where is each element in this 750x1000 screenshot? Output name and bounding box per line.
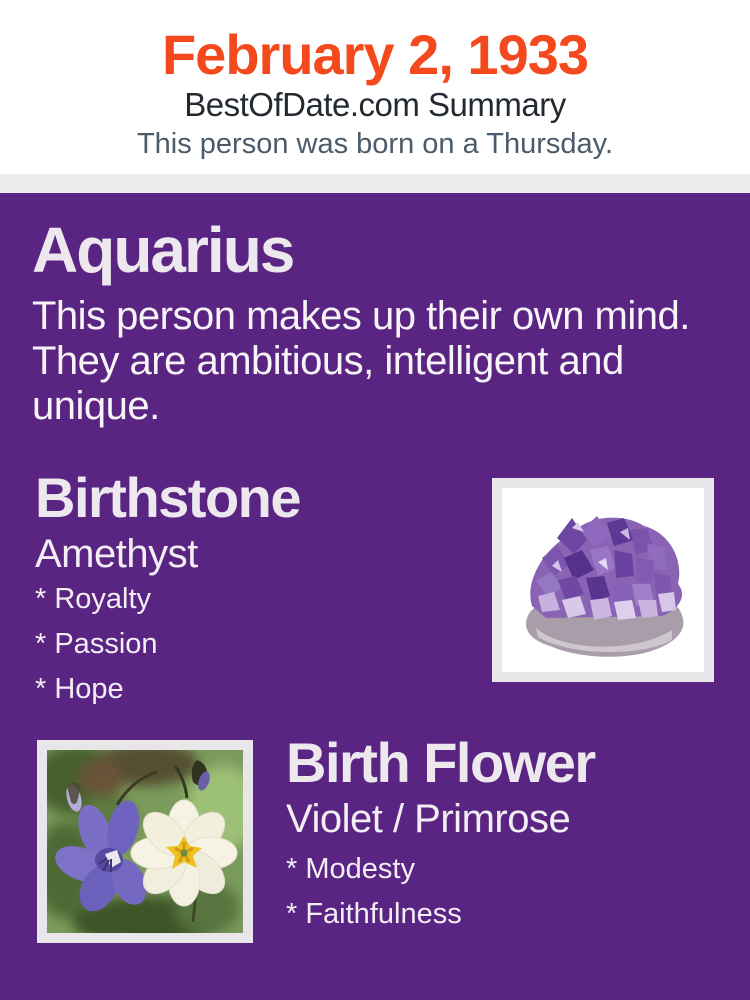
divider-bar (0, 174, 750, 193)
birth-flower-trait-list (286, 854, 462, 944)
zodiac-description: This person makes up their own mind. They are ambitious, intelligent and unique. (32, 294, 690, 428)
zodiac-sign-heading: Aquarius (32, 214, 294, 286)
born-on-weekday-text: This person was born on a Thursday. (136, 128, 614, 160)
date-title: February 2, 1933 (161, 23, 589, 86)
birth-flower-trait: * Modesty (286, 853, 415, 885)
birthstone-trait: * Passion (35, 628, 158, 660)
birthstone-heading: Birthstone (35, 466, 300, 529)
birth-flower-trait: * Faithfulness (286, 898, 462, 930)
birthstone-trait: * Royalty (35, 583, 152, 615)
birthstone-trait-list (35, 584, 158, 719)
birthstone-name: Amethyst (35, 532, 198, 576)
amethyst-crystal-illustration (502, 488, 704, 672)
site-summary-title: BestOfDate.com Summary (184, 86, 566, 123)
birth-flower-name: Violet / Primrose (286, 797, 571, 841)
violet-primrose-illustration (47, 750, 243, 933)
violet-primrose-photo (37, 740, 253, 943)
amethyst-photo (492, 478, 714, 682)
birth-flower-heading: Birth Flower (286, 731, 595, 794)
birthstone-trait: * Hope (35, 673, 124, 705)
